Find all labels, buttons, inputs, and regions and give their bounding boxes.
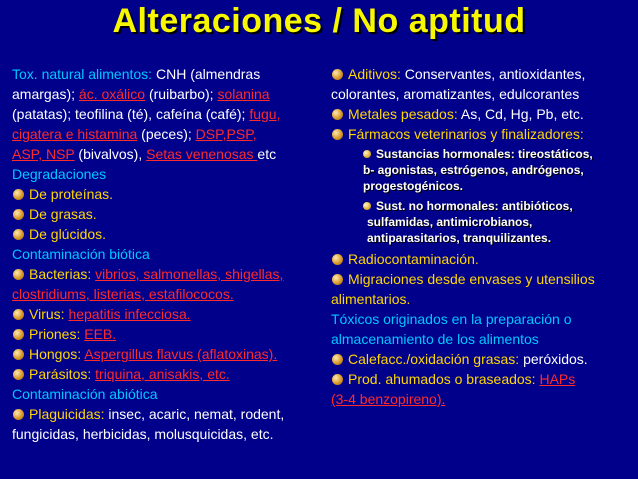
migraciones-label-2: alimentarios. <box>331 291 411 307</box>
left-column <box>12 64 324 444</box>
sub-bullet-icon <box>363 150 371 158</box>
hongos-link[interactable]: Aspergillus flavus (aflatoxinas). <box>84 346 278 362</box>
bacterias-link-1[interactable]: vibrios, salmonellas, shigellas, <box>95 266 284 282</box>
hongos-item <box>12 344 324 364</box>
bullet-icon <box>332 374 343 385</box>
migraciones-item <box>331 269 631 289</box>
bullet-icon <box>13 369 24 380</box>
bacterias-link-2[interactable]: clostridiums, listerias, estafilococos. <box>12 286 234 302</box>
tox-text-6: (bivalvos), <box>74 146 147 162</box>
tox-text-2: amargas); <box>12 86 79 102</box>
aditivos-label: Aditivos: <box>348 66 401 82</box>
asp-nsp-link[interactable]: ASP, NSP <box>12 146 75 162</box>
calefacc-label: Calefacc./oxidación grasas: <box>348 351 520 367</box>
parasitos-item <box>12 364 324 384</box>
sust-nohorm-text-3: antiparasitarios, tranquilizantes. <box>367 231 552 245</box>
haps-link[interactable]: HAPs <box>539 371 576 387</box>
sust-nohorm-line-1 <box>363 198 631 214</box>
bullet-icon <box>13 349 24 360</box>
right-column <box>331 64 631 409</box>
sust-horm-text-2: b- agonistas, estrógenos, andrógenos, <box>363 163 584 177</box>
bullet-icon <box>13 209 24 220</box>
priones-item <box>12 324 324 344</box>
bacterias-cont <box>12 284 324 304</box>
parasitos-label: Parásitos: <box>29 366 96 382</box>
page-title: Alteraciones / No aptitud <box>112 2 526 40</box>
toxicos-heading-2: almacenamiento de los alimentos <box>331 331 539 347</box>
bullet-icon <box>332 274 343 285</box>
aditivos-cont: colorantes, aromatizantes, edulcorantes <box>331 86 580 102</box>
virus-link[interactable]: hepatitis infecciosa. <box>68 306 191 322</box>
glucidos-label: De glúcidos. <box>29 226 107 242</box>
sust-nohorm-text-2: sulfamidas, antimicrobianos, <box>367 215 533 229</box>
dsp-psp-link[interactable]: DSP,PSP, <box>195 126 257 142</box>
tox-text-5: (peces); <box>137 126 196 142</box>
setas-link[interactable]: Setas venenosas <box>146 146 258 162</box>
contam-biotica-heading: Contaminación biótica <box>12 246 150 262</box>
bullet-icon <box>332 109 343 120</box>
priones-link[interactable]: EEB. <box>84 326 117 342</box>
tox-line-5 <box>12 144 324 164</box>
tox-line-1 <box>12 64 324 84</box>
bullet-icon <box>13 189 24 200</box>
bullet-icon <box>332 129 343 140</box>
contam-abiotica-heading: Contaminación abiótica <box>12 386 158 402</box>
aditivos-text-1: Conservantes, antioxidantes, <box>400 66 586 82</box>
fugu-link[interactable]: fugu, <box>249 106 281 122</box>
sust-horm-text-3: progestogénicos. <box>363 179 464 193</box>
glucidos-item <box>12 224 324 244</box>
proteinas-label: De proteínas. <box>29 186 114 202</box>
prod-label: Prod. ahumados o braseados: <box>348 371 540 387</box>
prod-item <box>331 369 631 389</box>
radio-label: Radiocontaminación. <box>348 251 479 267</box>
tox-label: Tox. natural alimentos: <box>12 66 153 82</box>
metales-label: Metales pesados: <box>348 106 458 122</box>
bacterias-label: Bacterias: <box>29 266 96 282</box>
bullet-icon <box>13 329 24 340</box>
farmacos-label: Fármacos veterinarios y finalizadores: <box>348 126 584 142</box>
ac-oxalico-link[interactable]: ác. oxálico <box>78 86 146 102</box>
metales-item <box>331 104 631 124</box>
hongos-label: Hongos: <box>29 346 85 362</box>
sust-horm-line-1 <box>363 146 631 162</box>
virus-label: Virus: <box>29 306 69 322</box>
bullet-icon <box>13 309 24 320</box>
farmacos-item <box>331 124 631 144</box>
sust-horm-text-1: Sustancias hormonales: tireostáticos, <box>376 147 593 161</box>
tox-text-4: (patatas); teofilina (té), cafeína (café); <box>12 106 250 122</box>
calefacc-text: peróxidos. <box>519 351 588 367</box>
plaguicidas-item <box>12 404 324 424</box>
radio-item <box>331 249 631 269</box>
proteinas-item <box>12 184 324 204</box>
sustancias-hormonales <box>331 146 631 194</box>
etc-text: etc <box>257 146 277 162</box>
sustancias-no-hormonales <box>331 198 631 246</box>
sust-nohorm-text-1: Sust. no hormonales: antibióticos, <box>376 199 573 213</box>
parasitos-link[interactable]: triquina, anisakis, etc. <box>95 366 230 382</box>
bullet-icon <box>13 269 24 280</box>
virus-item <box>12 304 324 324</box>
bullet-icon <box>13 229 24 240</box>
plaguicidas-text-1: insec, acaric, nemat, rodent, <box>104 406 285 422</box>
grasas-item <box>12 204 324 224</box>
ciguatera-link[interactable]: cigatera e histamina <box>12 126 138 142</box>
tox-text-3: (ruibarbo); <box>145 86 218 102</box>
tox-text-1: CNH (almendras <box>152 66 261 82</box>
aditivos-item <box>331 64 631 84</box>
toxicos-heading-1: Tóxicos originados en la preparación o <box>331 311 572 327</box>
bullet-icon <box>332 254 343 265</box>
bullet-icon <box>13 409 24 420</box>
priones-label: Priones: <box>29 326 85 342</box>
bullet-icon <box>332 354 343 365</box>
metales-text: As, Cd, Hg, Pb, etc. <box>457 106 584 122</box>
migraciones-label-1: Migraciones desde envases y utensilios <box>348 271 595 287</box>
benzopireno-line <box>331 389 631 409</box>
sub-bullet-icon <box>363 202 371 210</box>
tox-line-3 <box>12 104 324 124</box>
bullet-icon <box>332 69 343 80</box>
plaguicidas-label: Plaguicidas: <box>29 406 105 422</box>
bacterias-item <box>12 264 324 284</box>
calefacc-item <box>331 349 631 369</box>
tox-line-2 <box>12 84 324 104</box>
grasas-label: De grasas. <box>29 206 97 222</box>
plaguicidas-cont: fungicidas, herbicidas, molusquicidas, etc. <box>12 426 274 442</box>
tox-line-4 <box>12 124 324 144</box>
solanina-link[interactable]: solanina <box>217 86 270 102</box>
degradaciones-heading: Degradaciones <box>12 166 107 182</box>
benzopireno-link[interactable]: (3-4 benzopireno). <box>331 391 446 407</box>
